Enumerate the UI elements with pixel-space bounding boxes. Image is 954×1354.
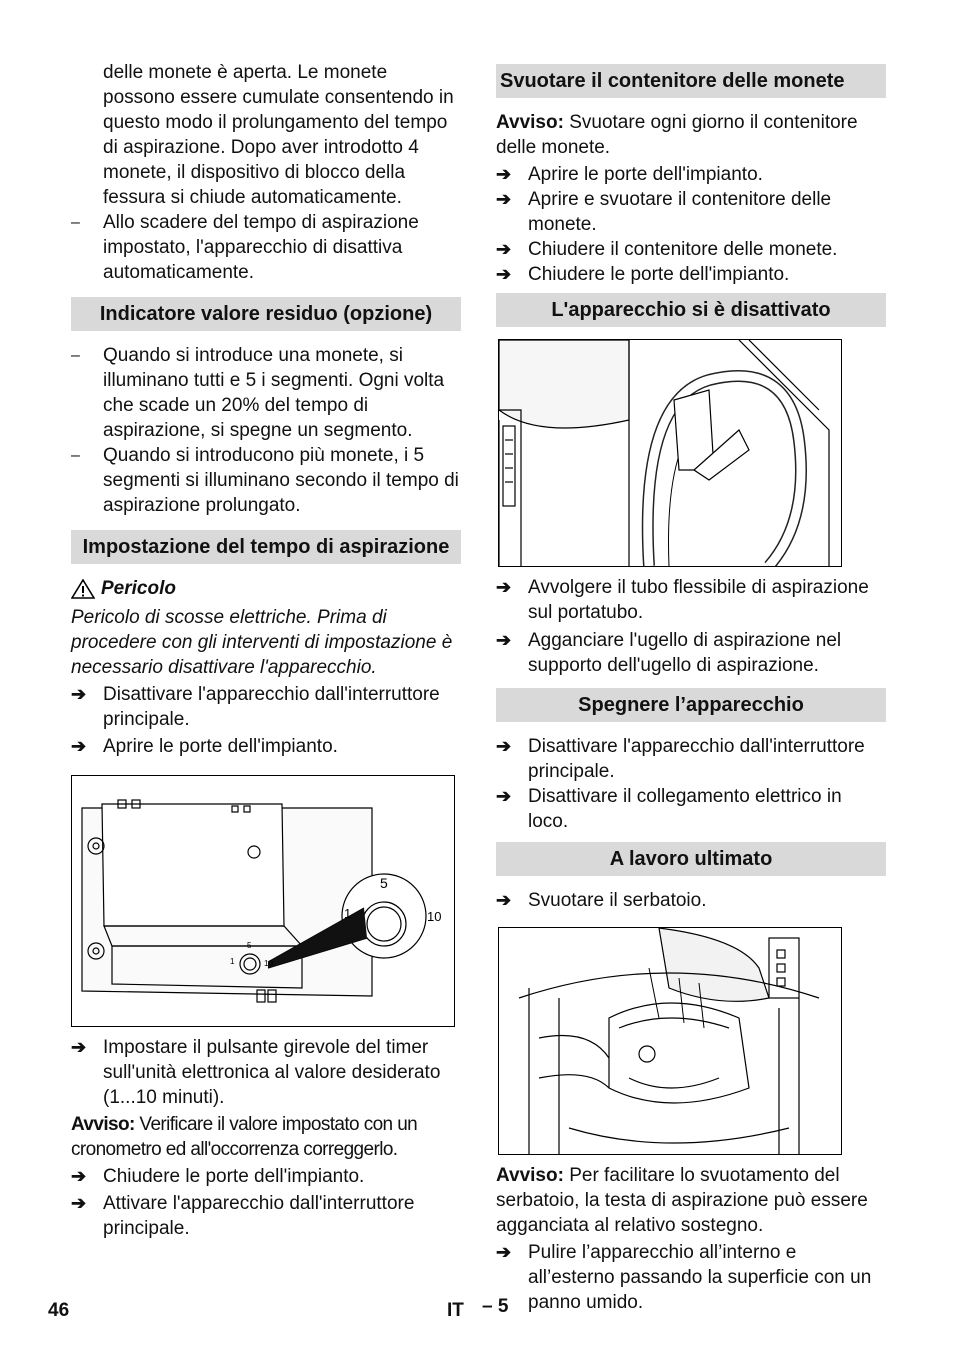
step: ➔ Avvolgere il tubo flessibile di aspirazione sul portatubo. — [496, 577, 869, 623]
warning-triangle-icon — [71, 579, 95, 599]
arrow-bullet-icon: ➔ — [496, 1242, 512, 1262]
arrow-bullet-icon: ➔ — [71, 1037, 87, 1057]
list-item: – Quando si introduce una monete, si illuminano tutti e 5 i segmenti. Ogni volta che scade un 20% del tempo di aspirazione, si spegne un segmento. — [71, 345, 445, 441]
section-heading-svuotare: Svuotare il contenitore delle monete — [496, 64, 886, 98]
small-dial-label-10: 10 — [264, 959, 273, 968]
step: ➔ Aprire le porte dell'impianto. — [496, 164, 763, 185]
list-item: – Quando si introducono più monete, i 5 segmenti si illuminano secondo il tempo di aspirazione prolungato. — [71, 445, 459, 516]
section-heading-indicatore: Indicatore valore residuo (opzione) — [71, 297, 461, 331]
sub-page-number: – 5 — [482, 1296, 509, 1317]
continued-paragraph: delle monete è aperta. Le monete possono essere cumulate consentendo in questo modo il prolungamento del tempo di aspirazione. Dopo aver introdotto 4 monete, il dispositivo di blocco della fessura si chiude automaticamente. — [103, 62, 454, 208]
step: ➔ Aprire e svuotare il contenitore delle monete. — [496, 189, 832, 235]
arrow-bullet-icon: ➔ — [496, 189, 512, 209]
step: ➔ Chiudere le porte dell'impianto. — [496, 264, 790, 285]
right-column — [496, 64, 886, 1315]
section-heading-disattivato: L'apparecchio si è disattivato — [496, 293, 886, 327]
figure-tank-emptying — [498, 927, 842, 1155]
step: ➔ Disattivare l'apparecchio dall'interruttore principale. — [71, 684, 440, 730]
step: ➔ Agganciare l'ugello di aspirazione nel supporto dell'ugello di aspirazione. — [496, 630, 842, 676]
step: ➔ Disattivare il collegamento elettrico in loco. — [496, 786, 842, 832]
step: ➔ Impostare il pulsante girevole del timer sull'unità elettronica al valore desiderato (1...10 minuti). — [71, 1037, 441, 1108]
step: ➔ Chiudere il contenitore delle monete. — [496, 239, 838, 260]
dash-bullet: – — [71, 214, 80, 231]
note: Avviso: Per facilitare lo svuotamento del serbatoio, la testa di aspirazione può essere agganciata al relativo sostegno. — [496, 1165, 868, 1236]
arrow-bullet-icon: ➔ — [496, 164, 512, 184]
danger-heading: Pericolo — [71, 576, 461, 601]
arrow-bullet-icon: ➔ — [71, 684, 87, 704]
step: ➔ Attivare l'apparecchio dall'interruttore principale. — [71, 1193, 415, 1239]
arrow-bullet-icon: ➔ — [71, 1166, 87, 1186]
hose-holder-illustration — [499, 340, 841, 566]
list-item: – Allo scadere del tempo di aspirazione impostato, l'apparecchio di disattiva automaticamente. — [71, 212, 419, 283]
figure-hose-holder — [498, 339, 842, 567]
step: ➔ Aprire le porte dell'impianto. — [71, 736, 338, 757]
dial-label-1: 1 — [344, 906, 352, 921]
page-number: 46 — [48, 1300, 70, 1321]
arrow-bullet-icon: ➔ — [496, 890, 512, 910]
section-heading-spegnere: Spegnere l’apparecchio — [496, 688, 886, 722]
section-heading-impostazione: Impostazione del tempo di aspirazione — [71, 530, 461, 564]
note: Avviso: Verificare il valore impostato con un cronometro ed all'occorrenza correggerlo. — [71, 1114, 418, 1160]
arrow-bullet-icon: ➔ — [71, 1193, 87, 1213]
arrow-bullet-icon: ➔ — [496, 264, 512, 284]
arrow-bullet-icon: ➔ — [496, 630, 512, 650]
small-dial-label-1: 1 — [230, 957, 235, 966]
step: ➔ Svuotare il serbatoio. — [496, 890, 707, 911]
electronics-unit-illustration — [72, 776, 454, 1026]
step: ➔ Disattivare l'apparecchio dall'interruttore principale. — [496, 736, 865, 782]
arrow-bullet-icon: ➔ — [496, 239, 512, 259]
step: ➔ Chiudere le porte dell'impianto. — [71, 1166, 365, 1187]
language-code: IT — [447, 1300, 464, 1321]
danger-text: Pericolo di scosse elettriche. Prima di procedere con gli interventi di impostazione è necessario disattivare l'apparecchio. — [71, 607, 453, 678]
tank-emptying-illustration — [499, 928, 841, 1154]
section-heading-lavoro-ultimato: A lavoro ultimato — [496, 842, 886, 876]
small-dial-label-5: 5 — [247, 941, 252, 950]
figure-timer-electronics — [71, 775, 455, 1027]
left-column — [71, 60, 461, 1241]
dial-label-10: 10 — [427, 909, 442, 924]
arrow-bullet-icon: ➔ — [496, 736, 512, 756]
arrow-bullet-icon: ➔ — [496, 577, 512, 597]
arrow-bullet-icon: ➔ — [71, 736, 87, 756]
note: Avviso: Svuotare ogni giorno il contenitore delle monete. — [496, 112, 858, 158]
dial-label-5: 5 — [380, 875, 388, 891]
step: ➔ Pulire l’apparecchio all’interno e all’esterno passando la superficie con un panno umido. — [496, 1242, 872, 1313]
arrow-bullet-icon: ➔ — [496, 786, 512, 806]
